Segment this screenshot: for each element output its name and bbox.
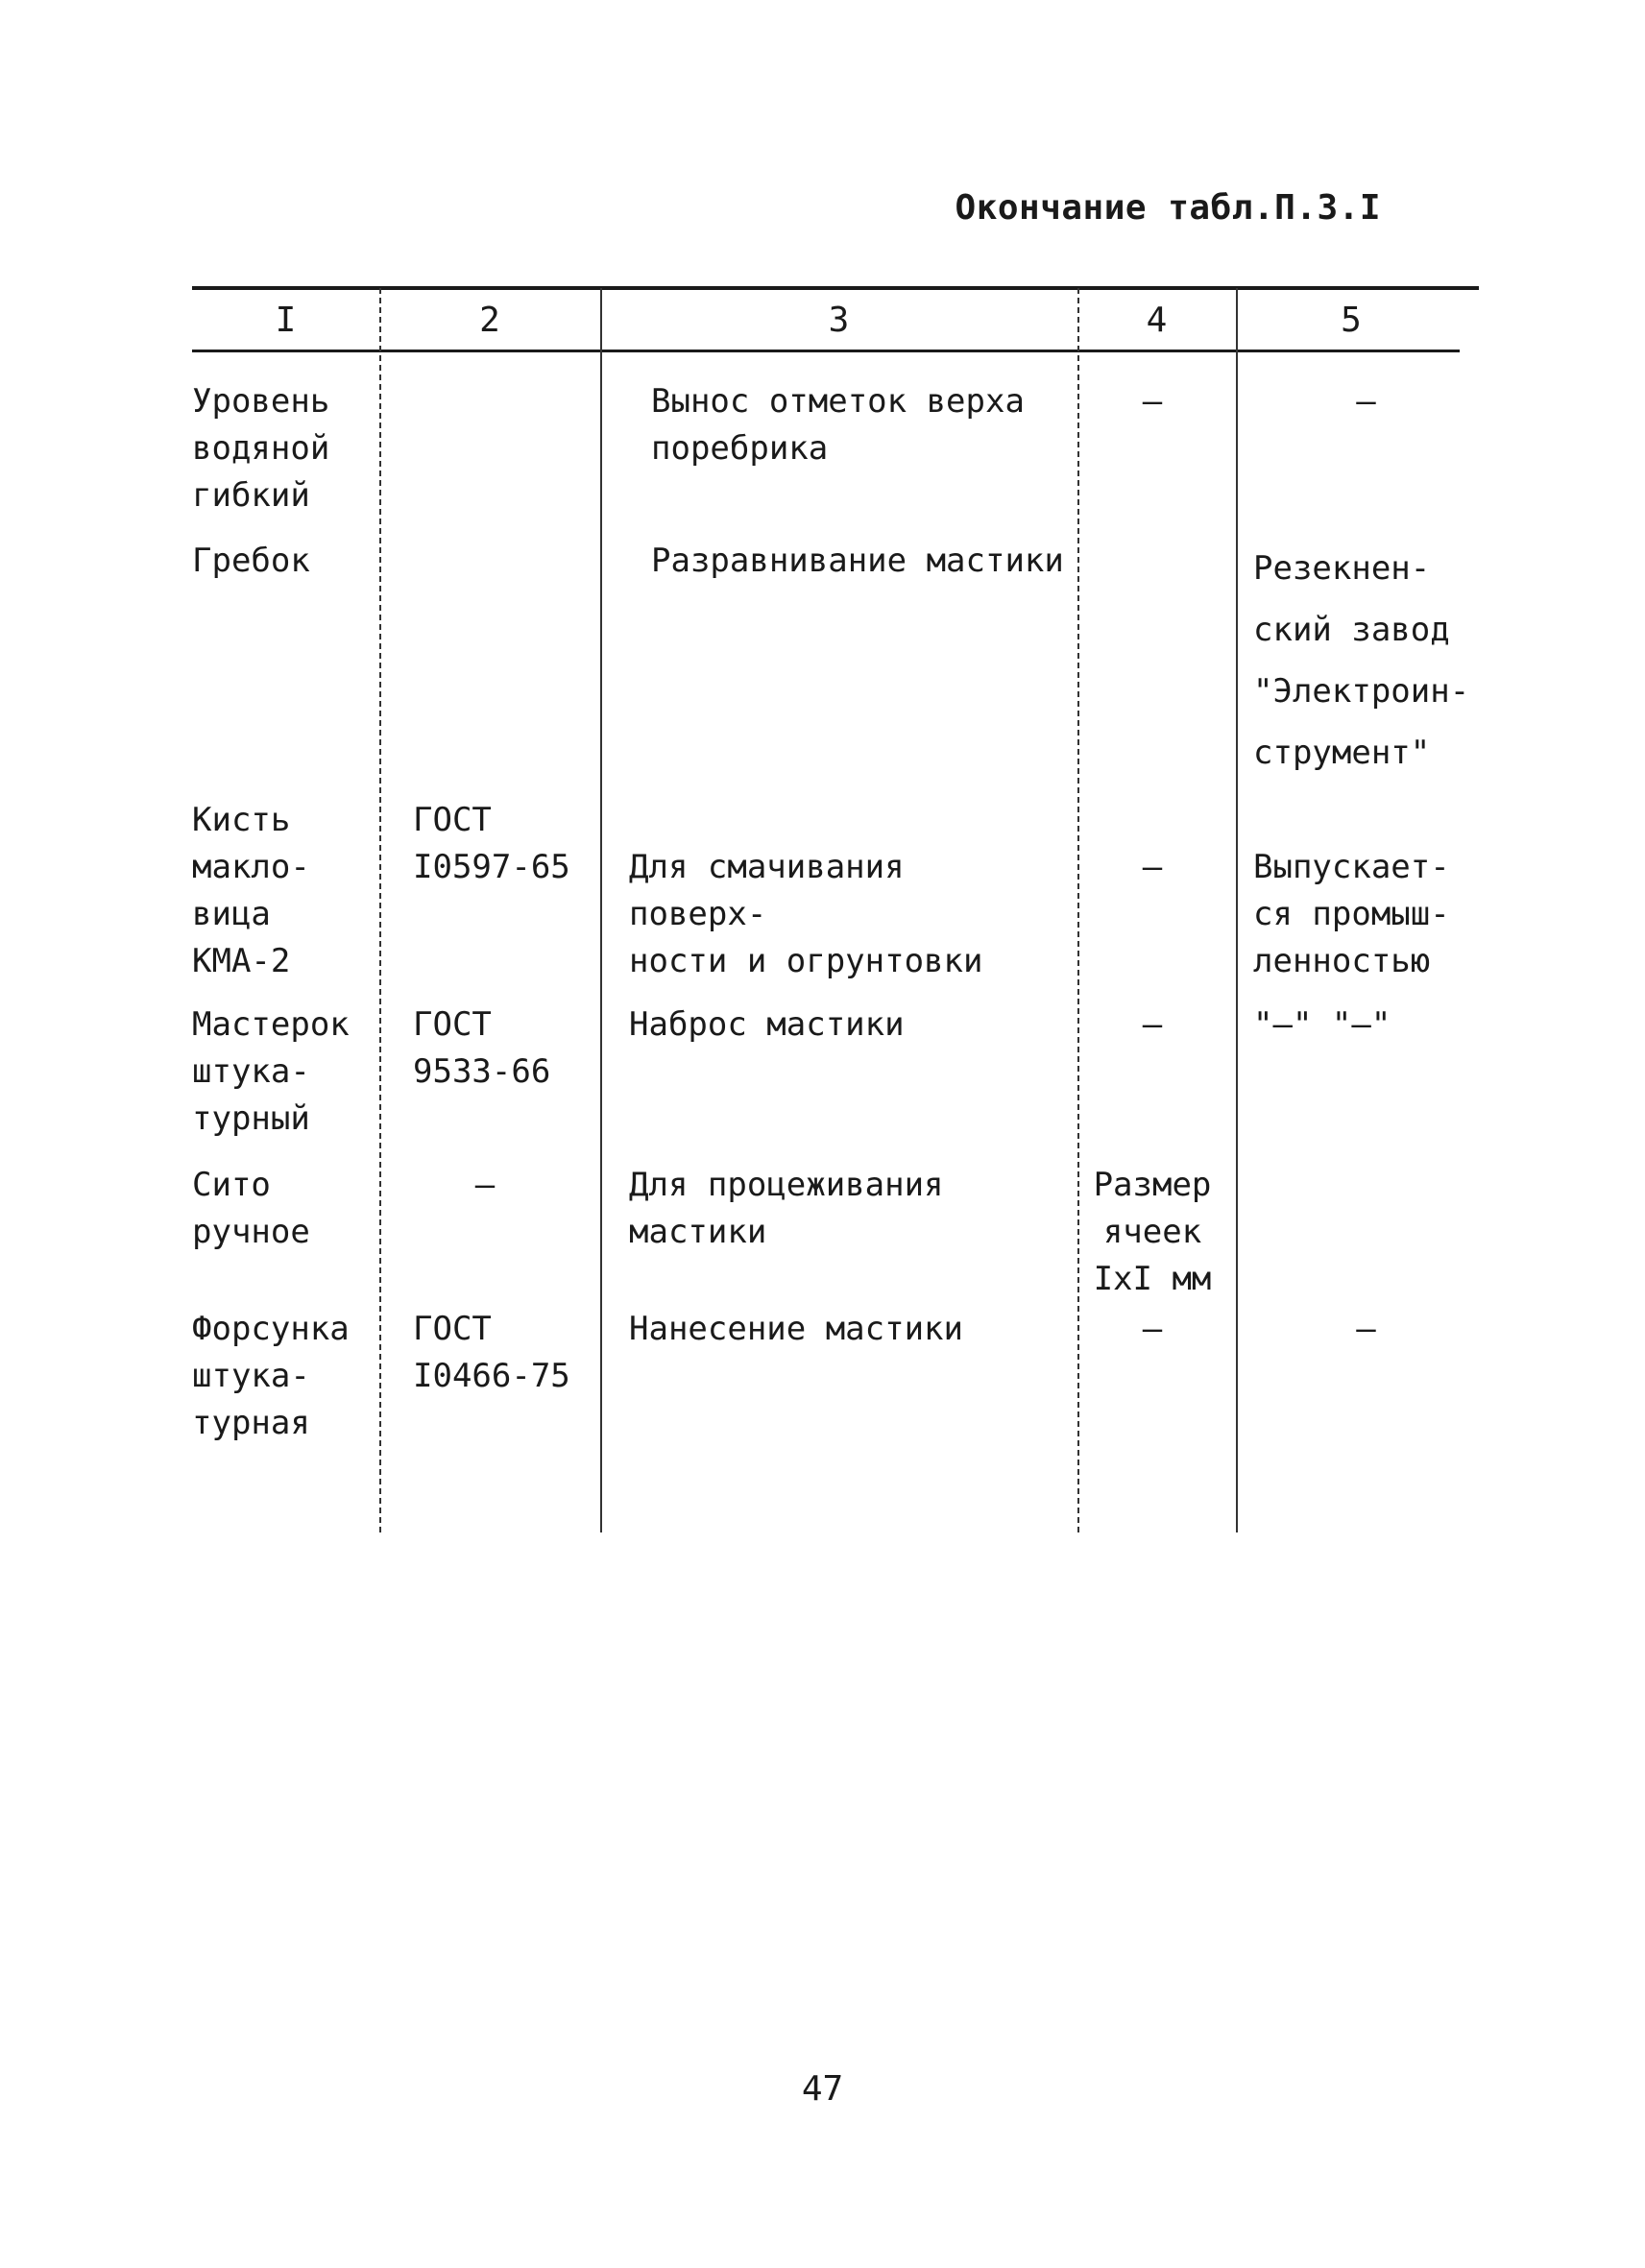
row-6-purpose: Нанесение мастики — [629, 1310, 963, 1348]
row-2-manufacturer: Резекнен- ский завод "Электроин- струмент" — [1253, 549, 1470, 772]
row-4-purpose: Наброс мастики — [629, 1005, 905, 1044]
equipment-table — [192, 286, 1479, 1534]
row-3-name: Кисть макло- вица КМА-2 — [192, 801, 310, 980]
row-3-purpose: Для смачивания поверх- ности и огрунтовки — [629, 848, 983, 980]
row-4-standard: ГОСТ 9533-66 — [413, 1005, 551, 1091]
header-col-1: I — [275, 301, 297, 340]
table-caption: Окончание табл.П.3.I — [955, 188, 1381, 228]
row-4-name: Мастерок штука- турный — [192, 1005, 350, 1138]
row-5-name: Сито ручное — [192, 1166, 310, 1251]
row-5-note: Размер ячеек IxI мм — [1093, 1166, 1212, 1298]
row-3-standard: ГОСТ I0597-65 — [413, 801, 570, 886]
column-divider-2 — [600, 288, 602, 1532]
row-6-name: Форсунка штука- турная — [192, 1310, 350, 1442]
row-5-purpose: Для процеживания мастики — [629, 1166, 944, 1251]
row-3-manufacturer: Выпускает- ся промыш- ленностью — [1253, 848, 1450, 980]
header-col-3: 3 — [828, 301, 850, 340]
row-1-name: Уровень водяной гибкий — [192, 382, 330, 515]
row-6-standard: ГОСТ I0466-75 — [413, 1310, 570, 1395]
header-col-5: 5 — [1341, 301, 1362, 340]
row-2-purpose: Разравнивание мастики — [651, 542, 1064, 580]
table-header-rule — [192, 350, 1460, 352]
header-col-4: 4 — [1146, 301, 1168, 340]
row-1-purpose: Вынос отметок верха поребрика — [651, 382, 1025, 468]
row-4-manufacturer: "–" "–" — [1253, 1005, 1391, 1044]
row-1-manufacturer: – — [1356, 382, 1376, 421]
page-number: 47 — [801, 2069, 844, 2109]
row-6-note: – — [1142, 1310, 1163, 1348]
row-1-note: – — [1142, 382, 1163, 421]
column-divider-4 — [1236, 288, 1238, 1532]
row-2-name: Гребок — [192, 542, 310, 580]
row-4-note: – — [1142, 1005, 1163, 1044]
column-divider-1 — [379, 288, 381, 1532]
table-top-rule — [192, 286, 1479, 290]
row-6-manufacturer: – — [1356, 1310, 1376, 1348]
row-3-note: – — [1142, 848, 1163, 886]
header-col-2: 2 — [479, 301, 500, 340]
row-5-standard: – — [474, 1166, 496, 1204]
